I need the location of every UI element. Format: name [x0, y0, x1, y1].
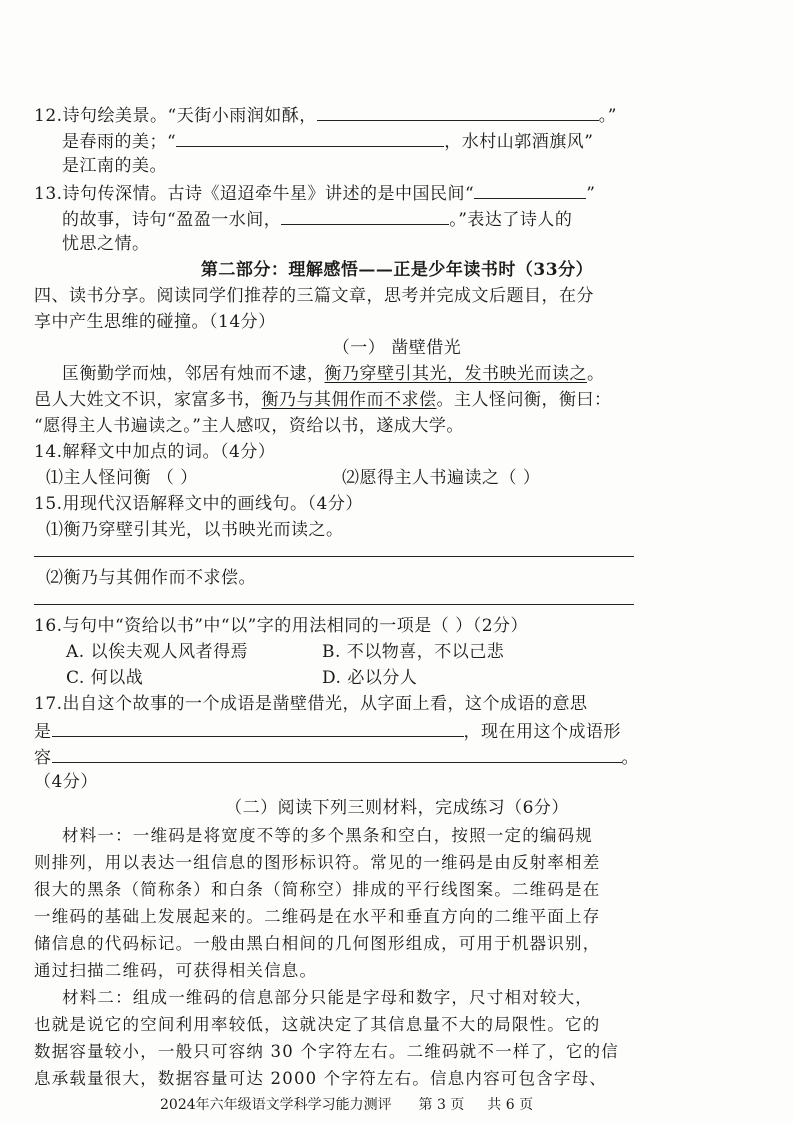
q12-line3: 是江南的美。	[62, 156, 167, 176]
q17-text-3b: 。	[621, 748, 639, 768]
q13-line1	[34, 180, 595, 206]
q17-text-2a: 是	[34, 722, 52, 742]
passage1-text-2b: 。主人怪问衡，衡曰：	[436, 390, 612, 410]
sec4-line2: 享中产生思维的碰撞。（14分）	[34, 312, 276, 332]
q12-text-1a: 12.诗句绘美景。“天街小雨润如酥，	[34, 106, 317, 126]
q17-text-2b: ，现在用这个成语形	[463, 722, 621, 742]
q17-line3	[34, 744, 639, 770]
q17-line4: （4分）	[34, 772, 98, 792]
q15-answer-line-a[interactable]	[34, 556, 634, 557]
q12-blank-2[interactable]	[176, 128, 444, 147]
material2-line1: 材料二：组成一维码的信息部分只能是字母和数字，尺寸相对较大，	[62, 988, 593, 1007]
sec4-line1: 四、读书分享。阅读同学们推荐的三篇文章，思考并完成文后题目，在分	[34, 286, 594, 306]
q17-blank-2[interactable]	[52, 744, 622, 763]
q17-blank-1[interactable]	[52, 718, 464, 737]
q16-stem: 16.与句中“资给以书”中“以”字的用法相同的一项是（ ）（2分）	[34, 616, 529, 636]
material1-line5: 储信息的代码标记。一般由黑白相间的几何图形组成，可用于机器识别，	[34, 934, 601, 953]
footer-page-number: 第 3 页	[418, 1097, 465, 1113]
footer	[160, 1096, 533, 1114]
material1-line6: 通过扫描二维码，可获得相关信息。	[34, 961, 318, 980]
q12-text-1b: 。”	[598, 106, 617, 126]
passage1-line3: “愿得主人书遍读之。”主人感叹，资给以书，遂成大学。	[34, 416, 464, 436]
material1-line4: 一维码的基础上发展起来的。二维码是在水平和垂直方向的二维平面上存	[34, 907, 601, 926]
passage1-underlined-2: 衡乃与其佣作而不求偿	[261, 390, 437, 410]
q13-text-2b: 。”表达了诗人的	[449, 210, 573, 230]
q14-item-b[interactable]: ⑵愿得主人书遍读之（ ）	[342, 468, 541, 488]
q17-line2	[34, 718, 621, 744]
q14-stem: 14.解释文中加点的词。（4分）	[34, 442, 276, 462]
passage1-title: （一） 凿壁借光	[332, 338, 462, 358]
material2-line3: 数据容量较小，一般只可容纳 30 个字符左右。二维码就不一样了，它的信	[34, 1042, 619, 1061]
passage2-title: （二）阅读下列三则材料，完成练习（6分）	[225, 798, 569, 818]
q17-line1: 17.出自这个故事的一个成语是凿壁借光，从字面上看，这个成语的意思	[34, 694, 588, 714]
q13-text-1a: 13.诗句传深情。古诗《迢迢牵牛星》讲述的是中国民间“	[34, 184, 475, 204]
footer-title: 2024年六年级语文学科学习能力测评	[160, 1097, 392, 1113]
q12-line1	[34, 102, 617, 128]
footer-total-pages: 共 6 页	[487, 1097, 534, 1113]
q14-item-a[interactable]: ⑴主人怪问衡 （ ）	[46, 468, 198, 488]
passage1-line1	[62, 362, 605, 386]
q13-blank-1[interactable]	[474, 180, 586, 199]
q12-blank-1[interactable]	[317, 102, 599, 121]
material1-line1: 材料一：一维码是将宽度不等的多个黑条和空白，按照一定的编码规	[62, 826, 593, 845]
q16-option-a[interactable]: A. 以俟夫观人风者得焉	[66, 642, 249, 662]
q13-text-1b: ”	[586, 184, 596, 204]
q13-text-2a: 的故事，诗句“盈盈一水间，	[62, 210, 282, 230]
q12-text-2b: ，水村山郭酒旗风”	[444, 132, 594, 152]
passage1-underlined-1: 衡乃穿壁引其光，发书映光而读之	[324, 364, 587, 384]
q15-answer-line-b[interactable]	[34, 604, 634, 605]
part2-title: 第二部分：理解感悟——正是少年读书时（33分）	[200, 260, 594, 280]
q13-line3: 忧思之情。	[62, 234, 150, 254]
passage1-text-2a: 邑人大姓文不识，家富多书，	[34, 390, 262, 410]
q15-stem: 15.用现代汉语解释文中的画线句。（4分）	[34, 494, 363, 514]
material2-line4: 息承载量很大，数据容量可达 2000 个字符左右。信息内容可包含字母、	[34, 1069, 607, 1088]
passage1-line2	[34, 388, 612, 412]
q13-line2	[62, 206, 572, 232]
material1-line2: 则排列，用以表达一组信息的图形标识符。常见的一维码是由反射率相差	[34, 853, 601, 872]
q17-text-3a: 容	[34, 748, 52, 768]
q15-item-b: ⑵衡乃与其佣作而不求偿。	[46, 568, 256, 588]
q16-option-b[interactable]: B. 不以物喜，不以己悲	[322, 642, 505, 662]
passage1-text-1a: 匡衡勤学而烛，邻居有烛而不逮，	[62, 364, 325, 384]
q12-text-2a: 是春雨的美；“	[62, 132, 177, 152]
material1-line3: 很大的黑条（简称条）和白条（简称空）排成的平行线图案。二维码是在	[34, 880, 601, 899]
passage1-text-1b: 。	[587, 364, 605, 384]
q16-option-d[interactable]: D. 必以分人	[322, 668, 418, 688]
q16-option-c[interactable]: C. 何以战	[66, 668, 144, 688]
q12-line2	[62, 128, 593, 154]
material2-line2: 也就是说它的空间利用率较低，这就决定了其信息量不大的局限性。它的	[34, 1015, 601, 1034]
q15-item-a: ⑴衡乃穿壁引其光，以书映光而读之。	[46, 520, 344, 540]
q13-blank-2[interactable]	[281, 206, 449, 225]
